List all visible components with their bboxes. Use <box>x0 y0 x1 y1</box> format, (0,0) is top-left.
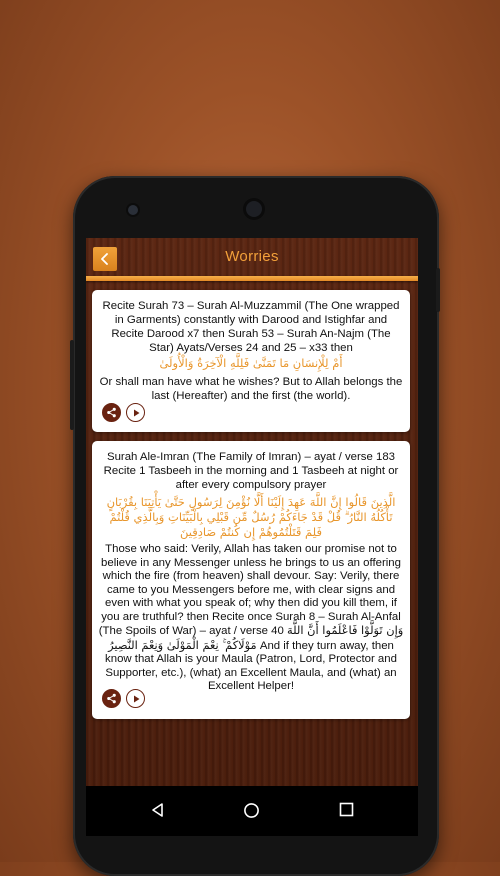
page-title: Worries <box>225 248 279 265</box>
dua-card <box>92 290 410 432</box>
phone-sensor <box>128 205 138 215</box>
share-icon <box>106 407 117 418</box>
card-translation <box>92 543 410 694</box>
card-instructions: Surah Ale-Imran (The Family of Imran) – ayat / verse 183 Recite 1 Tasbeeh in the morning and 1 Tasbeeh at night or after every compulsory prayer <box>103 451 399 491</box>
play-icon <box>131 408 141 418</box>
dua-card <box>92 441 410 719</box>
card-arabic-verse: أَمْ لِلْإِنسَانِ مَا تَمَنَّىٰ فَلِلَّهِ الْآخِرَةُ وَالْأُولَىٰ <box>159 356 343 370</box>
phone-side-button-right <box>436 268 440 312</box>
play-icon <box>131 694 141 704</box>
card-translation: Or shall man have what he wishes? But to Allah belongs the last (Hereafter) and the first (the world). <box>99 376 403 402</box>
back-triangle-icon[interactable] <box>150 802 166 818</box>
card-actions <box>102 689 145 708</box>
translation-part-1: Those who said: Verily, Allah has taken our promise not to believe in any Messenger unless he brings to us an offering which the fire (from heaven) shall devour. Say: Verily, there came to you Messengers before me, with clear signs and even with what you speak of; why then did you kill them, if you are truthful? then Recite once Surah 8 – Surah Al-Anfal (The Spoils of War) – ayat / verse 40 <box>98 543 401 637</box>
recents-square-icon[interactable] <box>339 802 354 817</box>
translation-part-2: And if they turn away, then know that Allah is your Maula (Patron, Lord, Protector and Supporter, etc.), (what) an Excellent Maula, and (what) an Excellent Helper! <box>105 639 397 692</box>
card-arabic-verse: الَّذِينَ قَالُوا إِنَّ اللَّهَ عَهِدَ إِلَيْنَا أَلَّا نُؤْمِنَ لِرَسُولٍ حَتَّىٰ يَأْتِيَنَا بِقُرْبَانٍ تَأْكُلُهُ النَّارُ ۗ قُلْ قَدْ جَاءَكُمْ رُسُلٌ مِّن قَبْلِي بِالْبَيِّنَاتِ وَبِالَّذِي قُلْتُمْ فَلِمَ قَتَلْتُمُوهُمْ إِن كُنتُمْ صَادِقِينَ <box>106 495 396 539</box>
system-nav-bar <box>86 786 418 836</box>
home-circle-icon[interactable] <box>243 802 260 819</box>
phone-side-button-left <box>70 340 74 430</box>
share-icon <box>106 693 117 704</box>
inline-arabic-verse: وَإِن تَوَلَّوْا فَاعْلَمُوا أَنَّ اللَّهَ مَوْلَاكُمْ ۚ نِعْمَ الْمَوْلَىٰ وَنِعْمَ النَّصِيرُ <box>108 623 404 652</box>
play-button[interactable] <box>126 689 145 708</box>
app-bar <box>86 238 418 276</box>
card-actions <box>102 403 145 422</box>
app-screen <box>86 238 418 786</box>
play-button[interactable] <box>126 403 145 422</box>
share-button[interactable] <box>102 403 121 422</box>
phone-camera <box>246 201 262 217</box>
share-button[interactable] <box>102 689 121 708</box>
card-instructions: Recite Surah 73 – Surah Al-Muzzammil (The One wrapped in Garments) constantly with Darood and Istighfar and Recite Darood x7 then Surah 53 – Surah An-Najm (The Star) Ayats/Verses 24 and 25 – x33 then <box>102 300 400 354</box>
title-underline <box>86 276 418 281</box>
